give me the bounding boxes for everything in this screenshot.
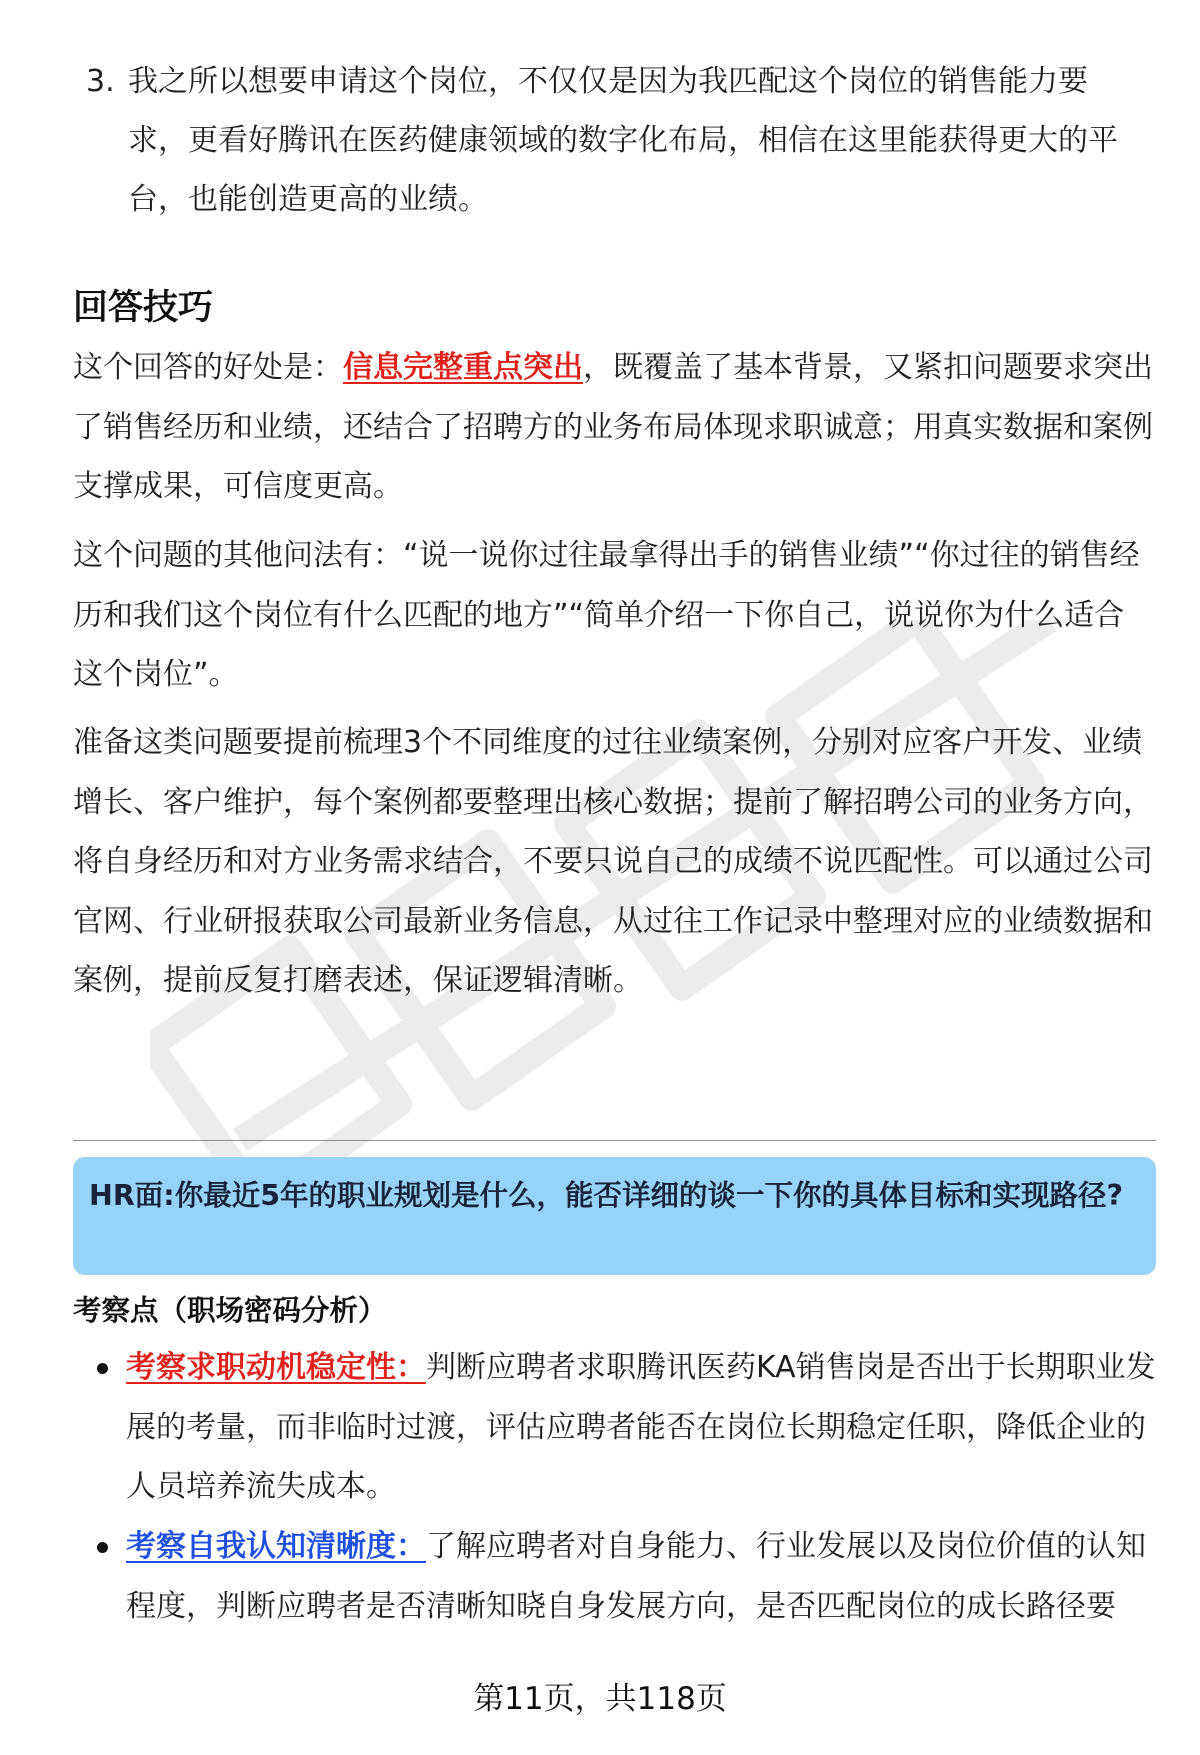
section-heading: 回答技巧 <box>73 288 214 328</box>
bullet-dot-icon <box>97 1363 108 1374</box>
list-number: 3. <box>86 64 115 99</box>
bullet-item <box>126 1517 1156 1636</box>
paragraph-preparation-tips: 准备这类问题要提前梳理3个不同维度的过往业绩案例，分别对应客户开发、业绩增长、客户维护，每个案例都要整理出核心数据；提前了解招聘公司的业务方向，将自身经历和对方业务需求结合，不要只说自己的成绩不说匹配性。可以通过公司官网、行业研报获取公司最新业务信息，从过往工作记录中整理对应的业绩数据和案例，提前反复打磨表述，保证逻辑清晰。 <box>73 725 1153 998</box>
highlight-key-point: 信息完整重点突出 <box>343 350 583 385</box>
paragraph-prefix: 这个回答的好处是： <box>73 350 343 385</box>
page-number: 第11页，共118页 <box>473 1681 727 1717</box>
numbered-list-item-3 <box>86 52 1146 229</box>
bullet-label: 考察求职动机稳定性： <box>126 1350 426 1385</box>
paragraph-alternative-questions: 这个问题的其他问法有：“说一说你过往最拿得出手的销售业绩”“你过往的销售经历和我们这个岗位有什么匹配的地方”“简单介绍一下你自己，说说你为什么适合这个岗位”。 <box>73 538 1140 692</box>
question-text: HR面:你最近5年的职业规划是什么，能否详细的谈一下你的具体目标和实现路径? <box>89 1179 1124 1212</box>
list-item-text: 我之所以想要申请这个岗位，不仅仅是因为我匹配这个岗位的销售能力要求，更看好腾讯在医药健康领域的数字化布局，相信在这里能获得更大的平台，也能创造更高的业绩。 <box>128 64 1118 217</box>
bullet-item <box>126 1338 1156 1517</box>
paragraph-rest: ，既覆盖了基本背景，又紧扣问题要求突出了销售经历和业绩，还结合了招聘方的业务布局体现求职诚意；用真实数据和案例支撑成果，可信度更高。 <box>73 350 1153 504</box>
analysis-heading: 考察点（职场密码分析） <box>73 1294 387 1327</box>
bullet-text: 了解应聘者对自身能力、行业发展以及岗位价值的认知程度，判断应聘者是否清晰知晓自身发展方向，是否匹配岗位的成长路径要 <box>126 1529 1146 1624</box>
section-divider <box>73 1140 1156 1141</box>
bullet-dot-icon <box>97 1542 108 1553</box>
bullet-label: 考察自我认知清晰度： <box>126 1529 426 1564</box>
question-callout-box <box>73 1157 1156 1275</box>
paragraph-benefits <box>73 338 1153 517</box>
bullet-text: 判断应聘者求职腾讯医药KA销售岗是否出于长期职业发展的考量，而非临时过渡，评估应聘者能否在岗位长期稳定任职，降低企业的人员培养流失成本。 <box>126 1350 1156 1504</box>
